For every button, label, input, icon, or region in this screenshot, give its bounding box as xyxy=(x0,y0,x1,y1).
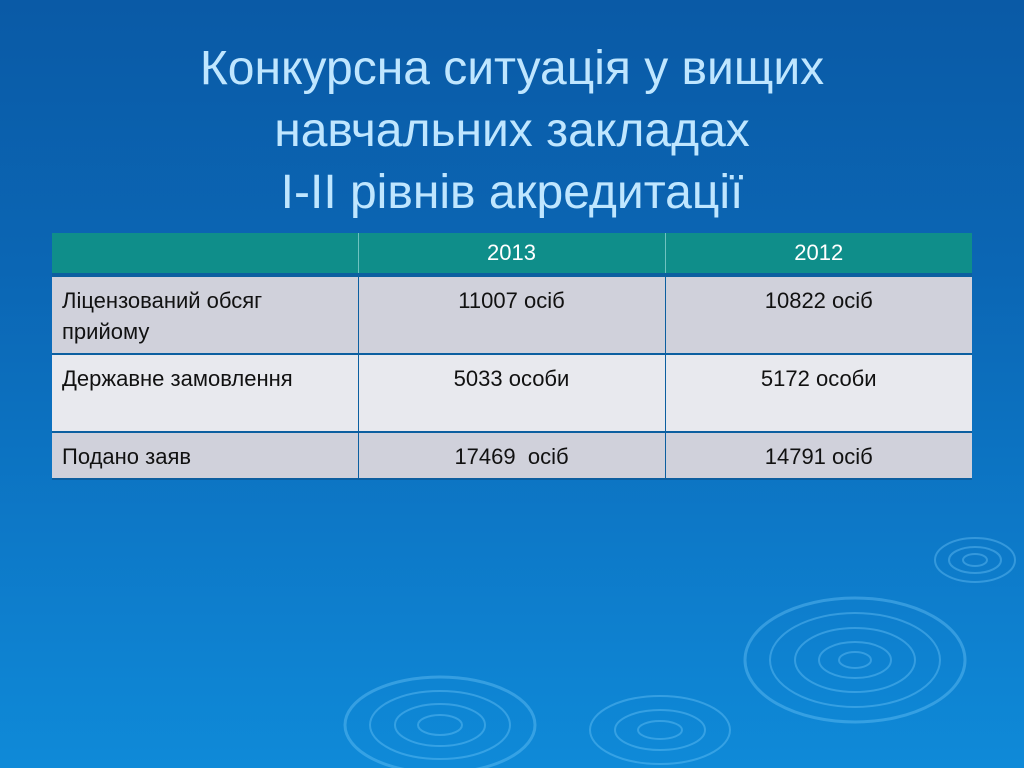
value-cell-2012: 10822 осіб xyxy=(665,275,972,354)
row-label: Подано заяв xyxy=(52,432,358,479)
slide-title-line-2: навчальних закладах xyxy=(274,104,750,158)
slide-title-line-3: І-ІІ рівнів акредитації xyxy=(280,166,744,220)
value-cell-2012: 14791 осіб xyxy=(665,432,972,479)
value-cell-2012: 5172 особи xyxy=(665,354,972,432)
header-cell-2013: 2013 xyxy=(358,233,665,275)
value-cell-2013: 11007 осіб xyxy=(358,275,665,354)
slide-title-line-1: Конкурсна ситуація у вищих xyxy=(199,42,825,96)
row-label: Державне замовлення xyxy=(52,354,358,432)
table-header-row xyxy=(52,233,972,275)
header-cell-empty xyxy=(52,233,358,275)
admissions-table xyxy=(52,233,972,480)
slide-title xyxy=(60,38,964,224)
value-cell-2013: 5033 особи xyxy=(358,354,665,432)
table-row xyxy=(52,432,972,479)
table-row xyxy=(52,275,972,354)
value-cell-2013: 17469 осіб xyxy=(358,432,665,479)
row-label: Ліцензований обсяг прийому xyxy=(52,275,358,354)
table-row xyxy=(52,354,972,432)
header-cell-2012: 2012 xyxy=(665,233,972,275)
